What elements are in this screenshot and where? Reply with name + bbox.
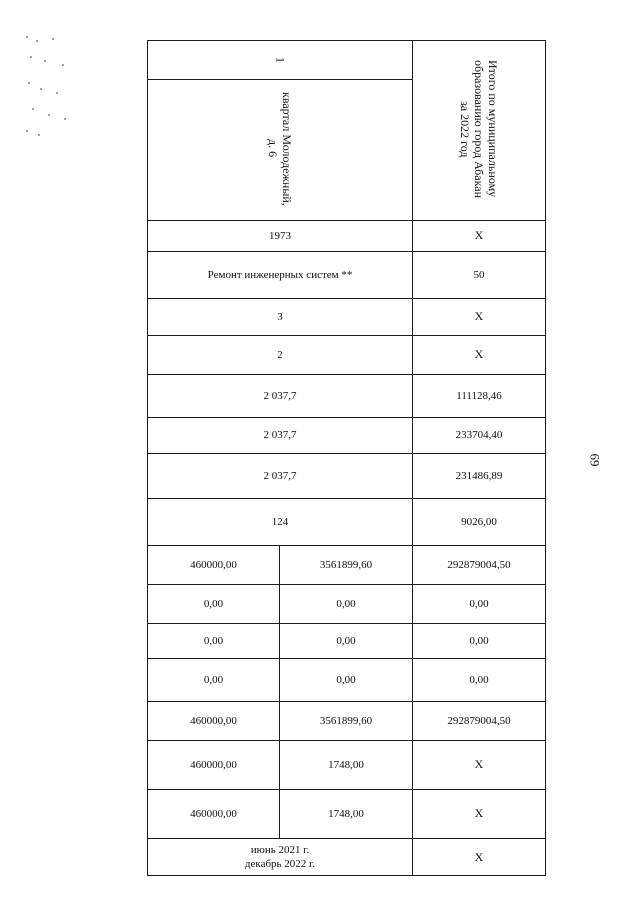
value-cell: Ремонт инженерных систем ** — [148, 251, 413, 298]
value-cell-left: 460000,00 — [148, 740, 280, 789]
value-cell-right: 0,00 — [280, 624, 413, 659]
value-cell: 2 037,7 — [148, 454, 413, 499]
total-cell: X — [413, 298, 546, 335]
table-row — [148, 298, 546, 335]
value-cell-right: 3561899,60 — [280, 546, 413, 585]
total-cell: X — [413, 789, 546, 838]
total-cell: 9026,00 — [413, 499, 546, 546]
table-row — [148, 546, 546, 585]
value-cell: 2 — [148, 335, 413, 374]
scan-artifact — [22, 30, 70, 140]
value-cell-right: 1748,00 — [280, 740, 413, 789]
value-cell-left: 0,00 — [148, 658, 280, 701]
value-cell-left: 0,00 — [148, 585, 280, 624]
table-row — [148, 789, 546, 838]
total-cell: 292879004,50 — [413, 546, 546, 585]
total-cell: 111128,46 — [413, 374, 546, 417]
table-row — [148, 335, 546, 374]
table-row — [148, 740, 546, 789]
table-row — [148, 454, 546, 499]
value-cell: 2 037,7 — [148, 417, 413, 454]
column-number-cell — [148, 41, 413, 80]
value-cell: 3 — [148, 298, 413, 335]
document-table — [147, 40, 546, 876]
object-name-cell — [148, 79, 413, 220]
total-cell: X — [413, 740, 546, 789]
table-row — [148, 839, 546, 876]
header-row-number — [148, 41, 546, 80]
total-cell: X — [413, 335, 546, 374]
page-number: 69 — [587, 453, 603, 467]
column-number: 1 — [273, 56, 288, 63]
value-cell-right: 0,00 — [280, 585, 413, 624]
table-row — [148, 251, 546, 298]
value-cell: 124 — [148, 499, 413, 546]
value-cell-right: 3561899,60 — [280, 701, 413, 740]
total-header-label: Итого по муниципальному образованию город Абакан за 2022 год — [458, 60, 500, 199]
value-cell: июнь 2021 г. декабрь 2022 г. — [148, 839, 413, 876]
object-name: квартал Молодежный, д. 6 — [266, 91, 294, 206]
value-cell-left: 460000,00 — [148, 701, 280, 740]
value-cell-right: 0,00 — [280, 658, 413, 701]
value-cell: 1973 — [148, 221, 413, 252]
total-cell: 50 — [413, 251, 546, 298]
table-row — [148, 499, 546, 546]
total-cell: 0,00 — [413, 658, 546, 701]
total-cell: 0,00 — [413, 585, 546, 624]
value-cell-right: 1748,00 — [280, 789, 413, 838]
table-row — [148, 658, 546, 701]
table-row — [148, 701, 546, 740]
table-row — [148, 624, 546, 659]
total-cell: 231486,89 — [413, 454, 546, 499]
value-cell-left: 460000,00 — [148, 789, 280, 838]
total-cell: 233704,40 — [413, 417, 546, 454]
table-row — [148, 221, 546, 252]
total-cell: 0,00 — [413, 624, 546, 659]
total-cell: X — [413, 839, 546, 876]
value-cell-left: 0,00 — [148, 624, 280, 659]
table-row — [148, 374, 546, 417]
value-cell: 2 037,7 — [148, 374, 413, 417]
table-row — [148, 585, 546, 624]
total-header-cell — [413, 41, 546, 221]
total-cell: X — [413, 221, 546, 252]
value-cell-left: 460000,00 — [148, 546, 280, 585]
total-cell: 292879004,50 — [413, 701, 546, 740]
table-row — [148, 417, 546, 454]
